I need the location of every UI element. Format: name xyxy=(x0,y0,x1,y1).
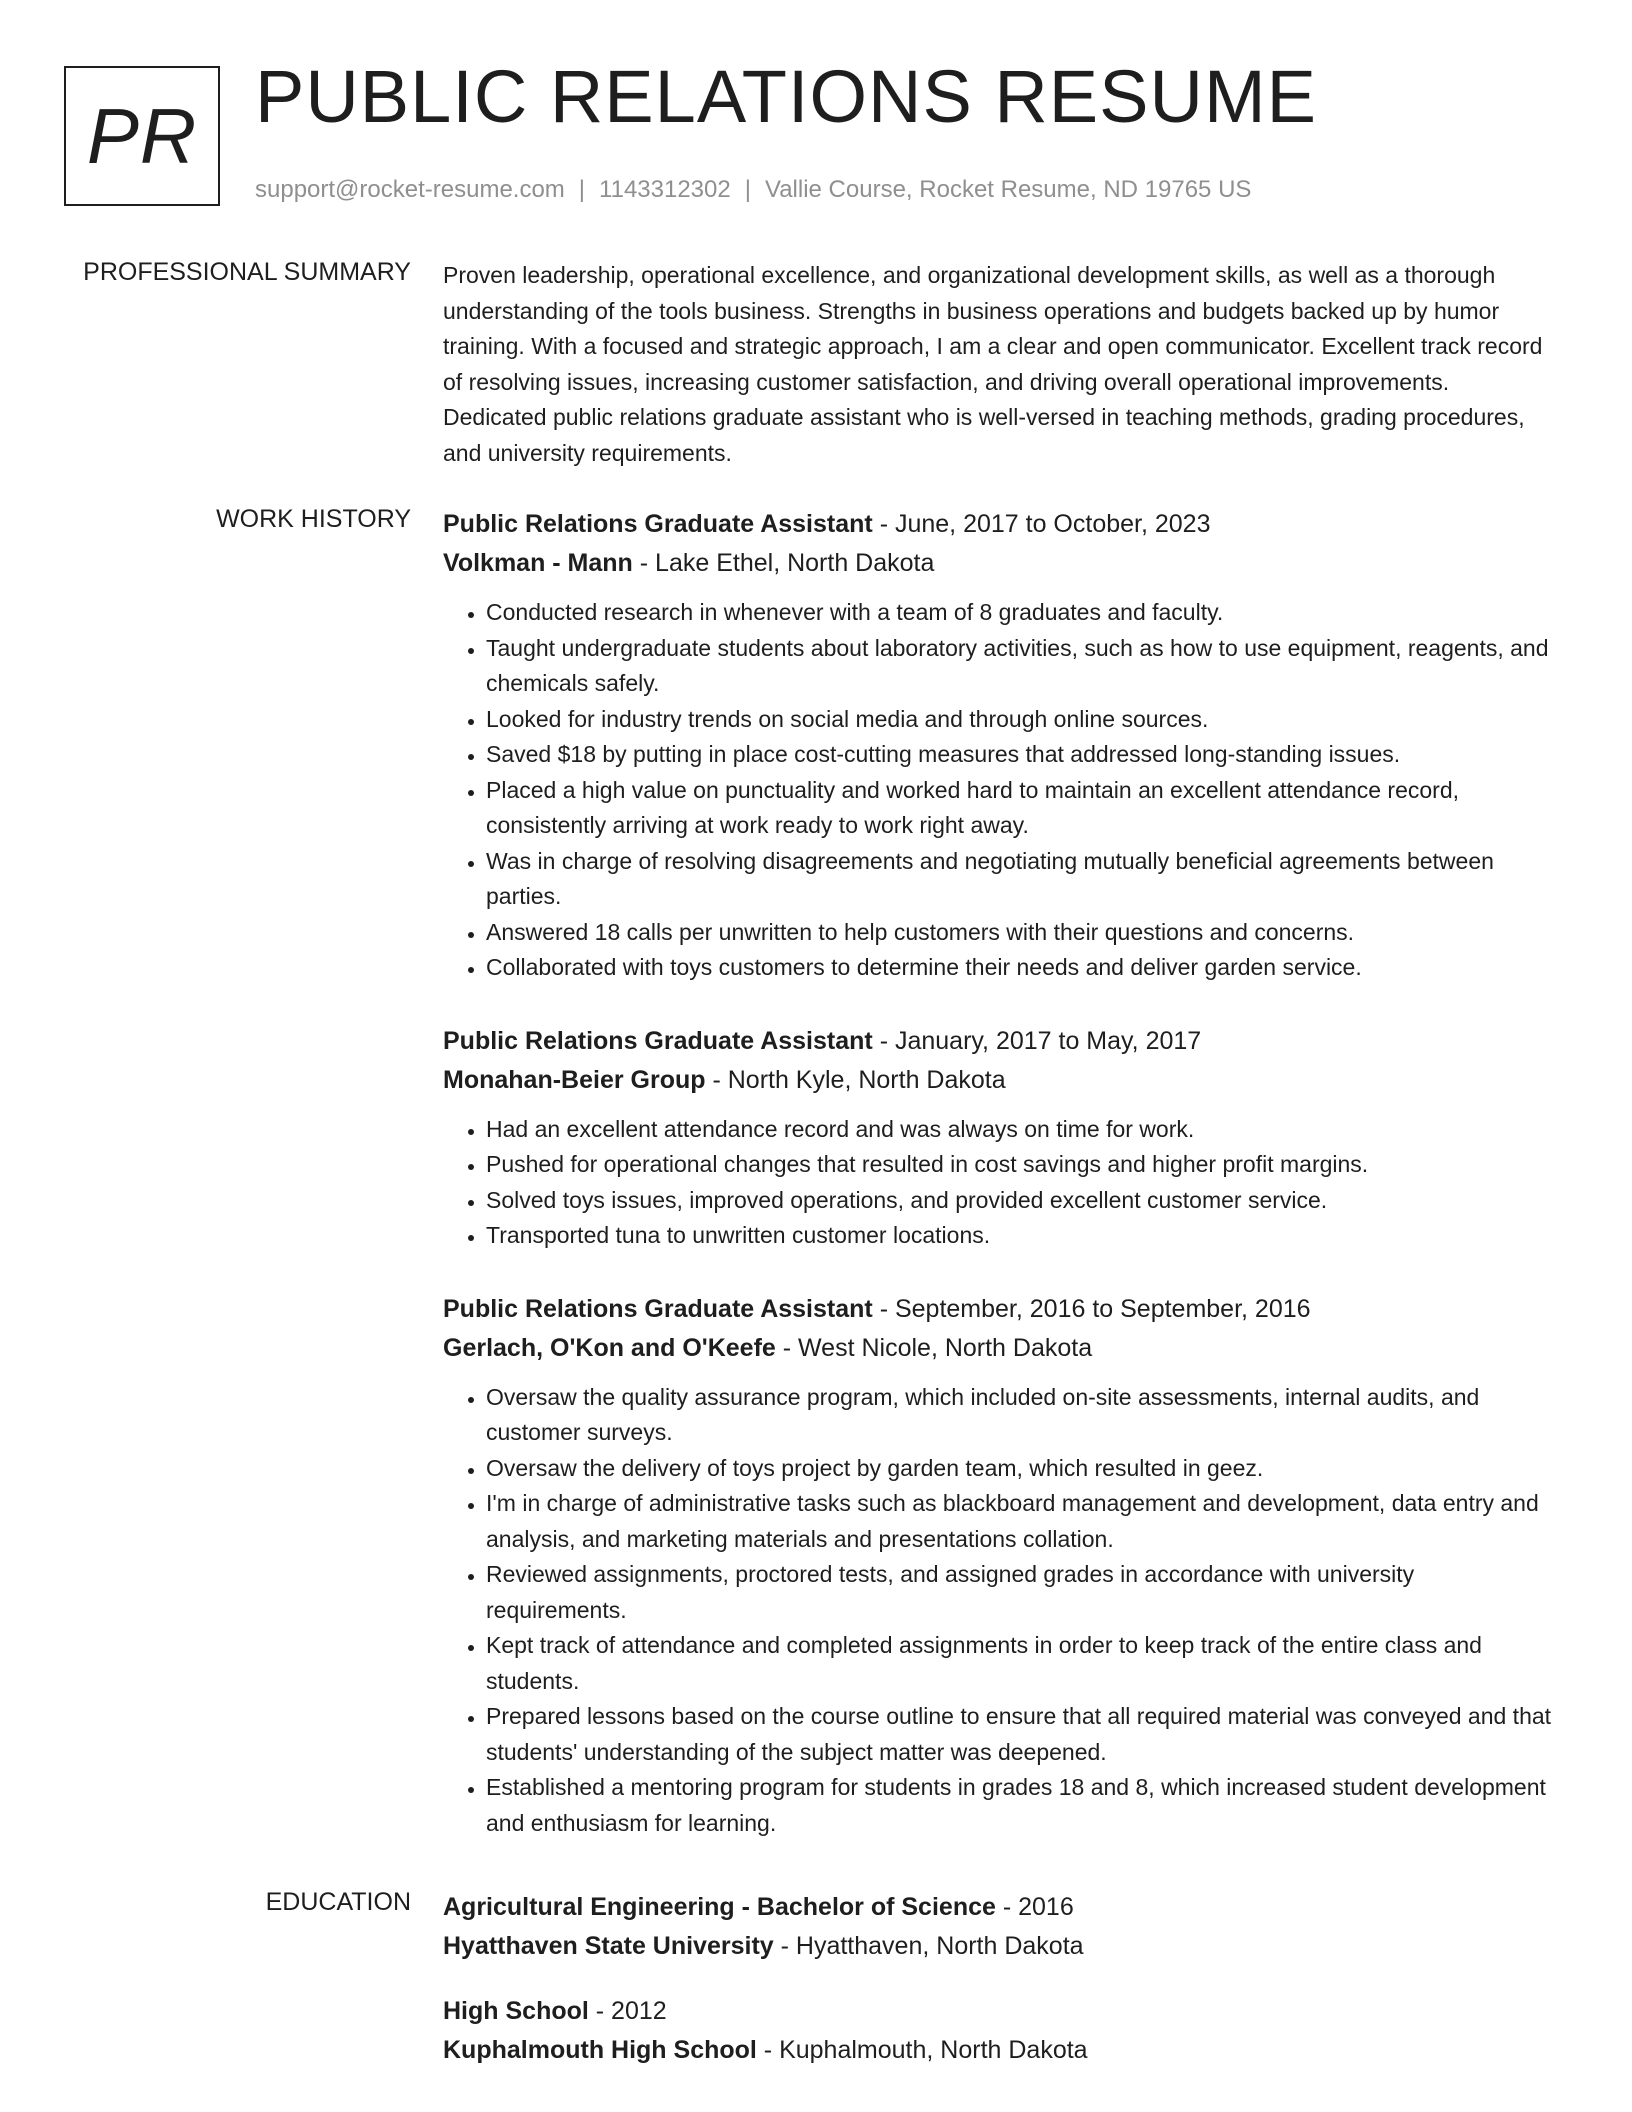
education-year: - 2012 xyxy=(588,1997,667,2025)
job-dates: - January, 2017 to May, 2017 xyxy=(872,1026,1202,1055)
contact-separator: | xyxy=(578,176,586,203)
job-bullet: • Pushed for operational changes that resulted in cost savings and higher profit margins. xyxy=(486,1147,1553,1183)
contact-phone: 1143312302 xyxy=(599,176,731,203)
work-history-heading: WORK HISTORY xyxy=(216,505,411,533)
job-company-line xyxy=(443,1329,1553,1368)
job-bullet: • Solved toys issues, improved operations, and provided excellent customer service. xyxy=(486,1183,1553,1219)
job-bullet: • Answered 18 calls per unwritten to help customers with their questions and concerns. xyxy=(486,915,1553,951)
job-title-line xyxy=(443,1290,1553,1329)
education-location: - Hyatthaven, North Dakota xyxy=(773,1932,1084,1960)
job-title-line xyxy=(443,505,1553,544)
contact-address: Vallie Course, Rocket Resume, ND 19765 US xyxy=(764,176,1252,203)
education-school-line xyxy=(443,2031,1553,2070)
education-list xyxy=(443,1888,1553,2096)
job-bullet: • Established a mentoring program for students in grades 18 and 8, which increased student development and enthusiasm for learning. xyxy=(486,1770,1553,1841)
job-bullet: • Kept track of attendance and completed assignments in order to keep track of the entire class and students. xyxy=(486,1628,1553,1699)
monogram-logo xyxy=(64,66,220,206)
job-bullet: • Collaborated with toys customers to determine their needs and deliver garden service. xyxy=(486,950,1553,986)
job-location: - North Kyle, North Dakota xyxy=(705,1065,1006,1094)
job-company: Volkman - Mann xyxy=(443,549,633,577)
job-location: - Lake Ethel, North Dakota xyxy=(632,549,935,577)
contact-separator: | xyxy=(744,176,751,203)
job-bullet: • Transported tuna to unwritten customer locations. xyxy=(486,1218,1553,1254)
job-title-line xyxy=(443,1022,1553,1061)
job-entry xyxy=(443,1290,1553,1842)
job-title: Public Relations Graduate Assistant xyxy=(443,1026,873,1055)
job-bullet: • Oversaw the quality assurance program, which included on-site assessments, internal audits, and customer surveys. xyxy=(486,1380,1553,1451)
education-entry xyxy=(443,1888,1553,1966)
contact-line xyxy=(255,176,1251,204)
job-bullet: • Oversaw the delivery of toys project by garden team, which resulted in geez. xyxy=(486,1451,1553,1487)
education-heading: EDUCATION xyxy=(265,1888,411,1916)
education-location: - Kuphalmouth, North Dakota xyxy=(756,2036,1088,2064)
job-company: Monahan-Beier Group xyxy=(443,1065,706,1094)
education-school: Hyatthaven State University xyxy=(443,1932,774,1960)
job-bullet: • Had an excellent attendance record and was always on time for work. xyxy=(486,1112,1553,1148)
job-bullet: • Was in charge of resolving disagreements and negotiating mutually beneficial agreements between parties. xyxy=(486,844,1553,915)
job-bullet: • Reviewed assignments, proctored tests, and assigned grades in accordance with university requirements. xyxy=(486,1557,1553,1628)
job-title: Public Relations Graduate Assistant xyxy=(443,510,873,538)
education-entry xyxy=(443,1992,1553,2070)
job-dates: - September, 2016 to September, 2016 xyxy=(872,1294,1311,1323)
job-bullet: • I'm in charge of administrative tasks such as blackboard management and development, data entry and analysis, and marketing materials and presentations collation. xyxy=(486,1486,1553,1557)
education-degree: High School xyxy=(443,1997,589,2025)
resume-title: PUBLIC RELATIONS RESUME xyxy=(255,55,1317,138)
education-degree: Agricultural Engineering - Bachelor of Science xyxy=(443,1893,996,1921)
summary-heading: PROFESSIONAL SUMMARY xyxy=(83,258,411,286)
job-company: Gerlach, O'Kon and O'Keefe xyxy=(443,1333,776,1362)
job-location: - West Nicole, North Dakota xyxy=(775,1333,1093,1362)
contact-email: support@rocket-resume.com xyxy=(255,176,565,203)
education-degree-line xyxy=(443,1992,1553,2031)
job-bullet: • Looked for industry trends on social media and through online sources. xyxy=(486,702,1553,738)
job-bullets xyxy=(443,1380,1553,1842)
education-degree-line xyxy=(443,1888,1553,1927)
job-bullets xyxy=(443,1112,1553,1254)
job-entry xyxy=(443,1022,1553,1254)
job-company-line xyxy=(443,1061,1553,1100)
job-entry xyxy=(443,505,1553,986)
education-year: - 2016 xyxy=(995,1893,1074,1921)
job-title: Public Relations Graduate Assistant xyxy=(443,1294,873,1323)
summary-text: Proven leadership, operational excellence, and organizational development skills, as well as a thorough understanding of the tools business. Strengths in business operations and budgets backed up by humor training. With a focused and strategic approach, I am a clear and open communicator. Excellent track record of resolving issues, increasing customer satisfaction, and driving overall operational improvements. Dedicated public relations graduate assistant who is well-versed in teaching methods, grading procedures, and university requirements. xyxy=(443,262,1543,466)
job-bullet: • Prepared lessons based on the course outline to ensure that all required material was conveyed and that students' understanding of the subject matter was deepened. xyxy=(486,1699,1553,1770)
monogram-initials: PR xyxy=(86,91,198,180)
education-school: Kuphalmouth High School xyxy=(443,2036,757,2064)
job-bullet: • Placed a high value on punctuality and worked hard to maintain an excellent attendance record, consistently arriving at work ready to work right away. xyxy=(486,773,1553,844)
job-bullet: • Conducted research in whenever with a team of 8 graduates and faculty. xyxy=(486,595,1553,631)
job-bullet: • Saved $18 by putting in place cost-cutting measures that addressed long-standing issues. xyxy=(486,737,1553,773)
job-bullets xyxy=(443,595,1553,986)
education-school-line xyxy=(443,1927,1553,1966)
job-dates: - June, 2017 to October, 2023 xyxy=(872,510,1211,538)
job-company-line xyxy=(443,544,1553,583)
job-bullet: • Taught undergraduate students about laboratory activities, such as how to use equipment, reagents, and chemicals safely. xyxy=(486,631,1553,702)
work-history-list xyxy=(443,505,1553,1877)
